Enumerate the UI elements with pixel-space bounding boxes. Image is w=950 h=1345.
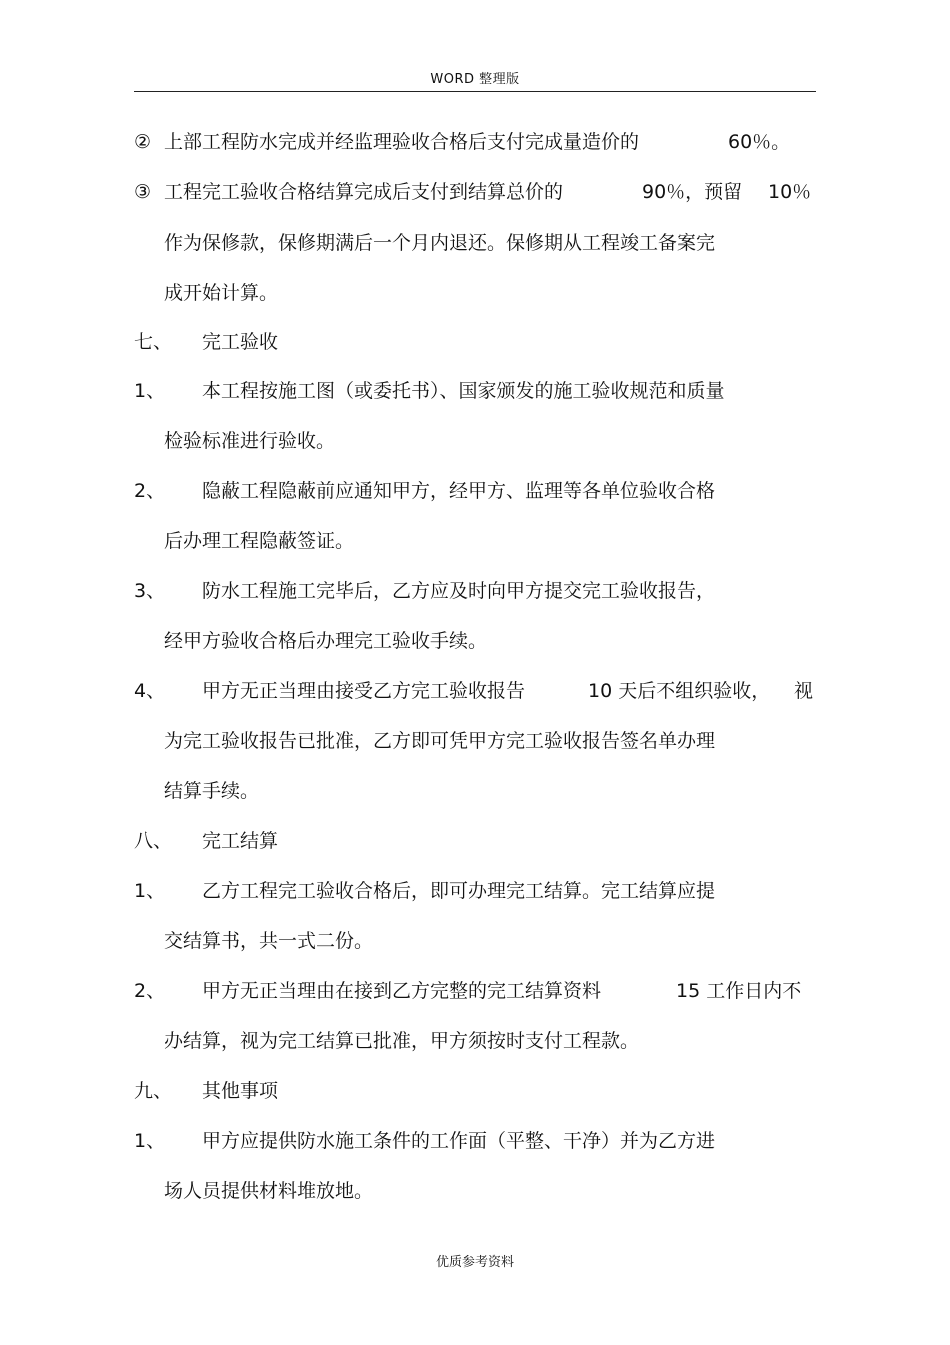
text-line bbox=[0, 976, 950, 1006]
item-number: 1、 bbox=[134, 880, 166, 902]
text-segment: 场人员提供材料堆放地。 bbox=[164, 1180, 374, 1202]
text-segment: 后办理工程隐蔽签证。 bbox=[164, 530, 355, 552]
item-number: 七、 bbox=[134, 331, 173, 353]
text-segment: 90％，预留 bbox=[642, 181, 743, 203]
item-number: 八、 bbox=[134, 830, 173, 852]
text-segment: 乙方工程完工验收合格后，即可办理完工结算。完工结算应提 bbox=[202, 880, 716, 902]
text-segment: 交结算书，共一式二份。 bbox=[164, 930, 374, 952]
text-segment: 成开始计算。 bbox=[164, 282, 279, 304]
text-line bbox=[0, 1126, 950, 1156]
text-line bbox=[0, 526, 950, 556]
item-number: 4、 bbox=[134, 680, 166, 702]
text-line bbox=[0, 1176, 950, 1206]
text-line bbox=[0, 726, 950, 756]
text-segment: 经甲方验收合格后办理完工验收手续。 bbox=[164, 630, 488, 652]
text-segment: 甲方无正当理由接受乙方完工验收报告 bbox=[202, 680, 526, 702]
text-line bbox=[0, 376, 950, 406]
text-segment: 15 工作日内不 bbox=[676, 980, 802, 1002]
item-number: 1、 bbox=[134, 380, 166, 402]
header-rule bbox=[134, 91, 816, 92]
item-number: ③ bbox=[134, 181, 152, 203]
text-line bbox=[0, 926, 950, 956]
text-segment: 本工程按施工图（或委托书）、国家颁发的施工验收规范和质量 bbox=[202, 380, 725, 402]
text-segment: 为完工验收报告已批准，乙方即可凭甲方完工验收报告签名单办理 bbox=[164, 730, 716, 752]
text-segment: 上部工程防水完成并经监理验收合格后支付完成量造价的 bbox=[164, 131, 640, 153]
page-header: WORD 整理版 bbox=[430, 72, 520, 87]
text-line bbox=[0, 476, 950, 506]
text-segment: 工程完工验收合格结算完成后支付到结算总价的 bbox=[164, 181, 564, 203]
text-segment: 结算手续。 bbox=[164, 780, 260, 802]
text-line bbox=[0, 426, 950, 456]
text-line bbox=[0, 776, 950, 806]
text-segment: 其他事项 bbox=[202, 1080, 279, 1102]
item-number: ② bbox=[134, 131, 152, 153]
text-line bbox=[0, 177, 950, 207]
text-segment: 甲方无正当理由在接到乙方完整的完工结算资料 bbox=[202, 980, 602, 1002]
text-segment: 完工结算 bbox=[202, 830, 279, 852]
text-segment: 检验标准进行验收。 bbox=[164, 430, 336, 452]
text-line bbox=[0, 676, 950, 706]
item-number: 3、 bbox=[134, 580, 166, 602]
item-number: 1、 bbox=[134, 1130, 166, 1152]
text-segment: 10 天后不组织验收， bbox=[588, 680, 771, 702]
text-segment: 办结算，视为完工结算已批准，甲方须按时支付工程款。 bbox=[164, 1030, 640, 1052]
item-number: 2、 bbox=[134, 480, 166, 502]
text-line bbox=[0, 626, 950, 656]
text-segment: 甲方应提供防水施工条件的工作面（平整、干净）并为乙方进 bbox=[202, 1130, 716, 1152]
text-segment: 60％。 bbox=[728, 131, 791, 153]
text-segment: 完工验收 bbox=[202, 331, 279, 353]
text-segment: 视 bbox=[794, 680, 814, 702]
text-line bbox=[0, 228, 950, 258]
page-footer: 优质参考资料 bbox=[435, 1255, 514, 1270]
text-segment: 10％ bbox=[768, 181, 812, 203]
text-line bbox=[0, 1026, 950, 1056]
text-line bbox=[0, 876, 950, 906]
text-segment: 防水工程施工完毕后，乙方应及时向甲方提交完工验收报告， bbox=[202, 580, 716, 602]
text-line bbox=[0, 576, 950, 606]
text-segment: 作为保修款，保修期满后一个月内退还。保修期从工程竣工备案完 bbox=[164, 232, 716, 254]
text-line bbox=[0, 278, 950, 308]
item-number: 九、 bbox=[134, 1080, 173, 1102]
text-line bbox=[0, 127, 950, 157]
text-line bbox=[0, 1076, 950, 1106]
text-line bbox=[0, 327, 950, 357]
text-line bbox=[0, 826, 950, 856]
text-segment: 隐蔽工程隐蔽前应通知甲方，经甲方、监理等各单位验收合格 bbox=[202, 480, 716, 502]
item-number: 2、 bbox=[134, 980, 166, 1002]
